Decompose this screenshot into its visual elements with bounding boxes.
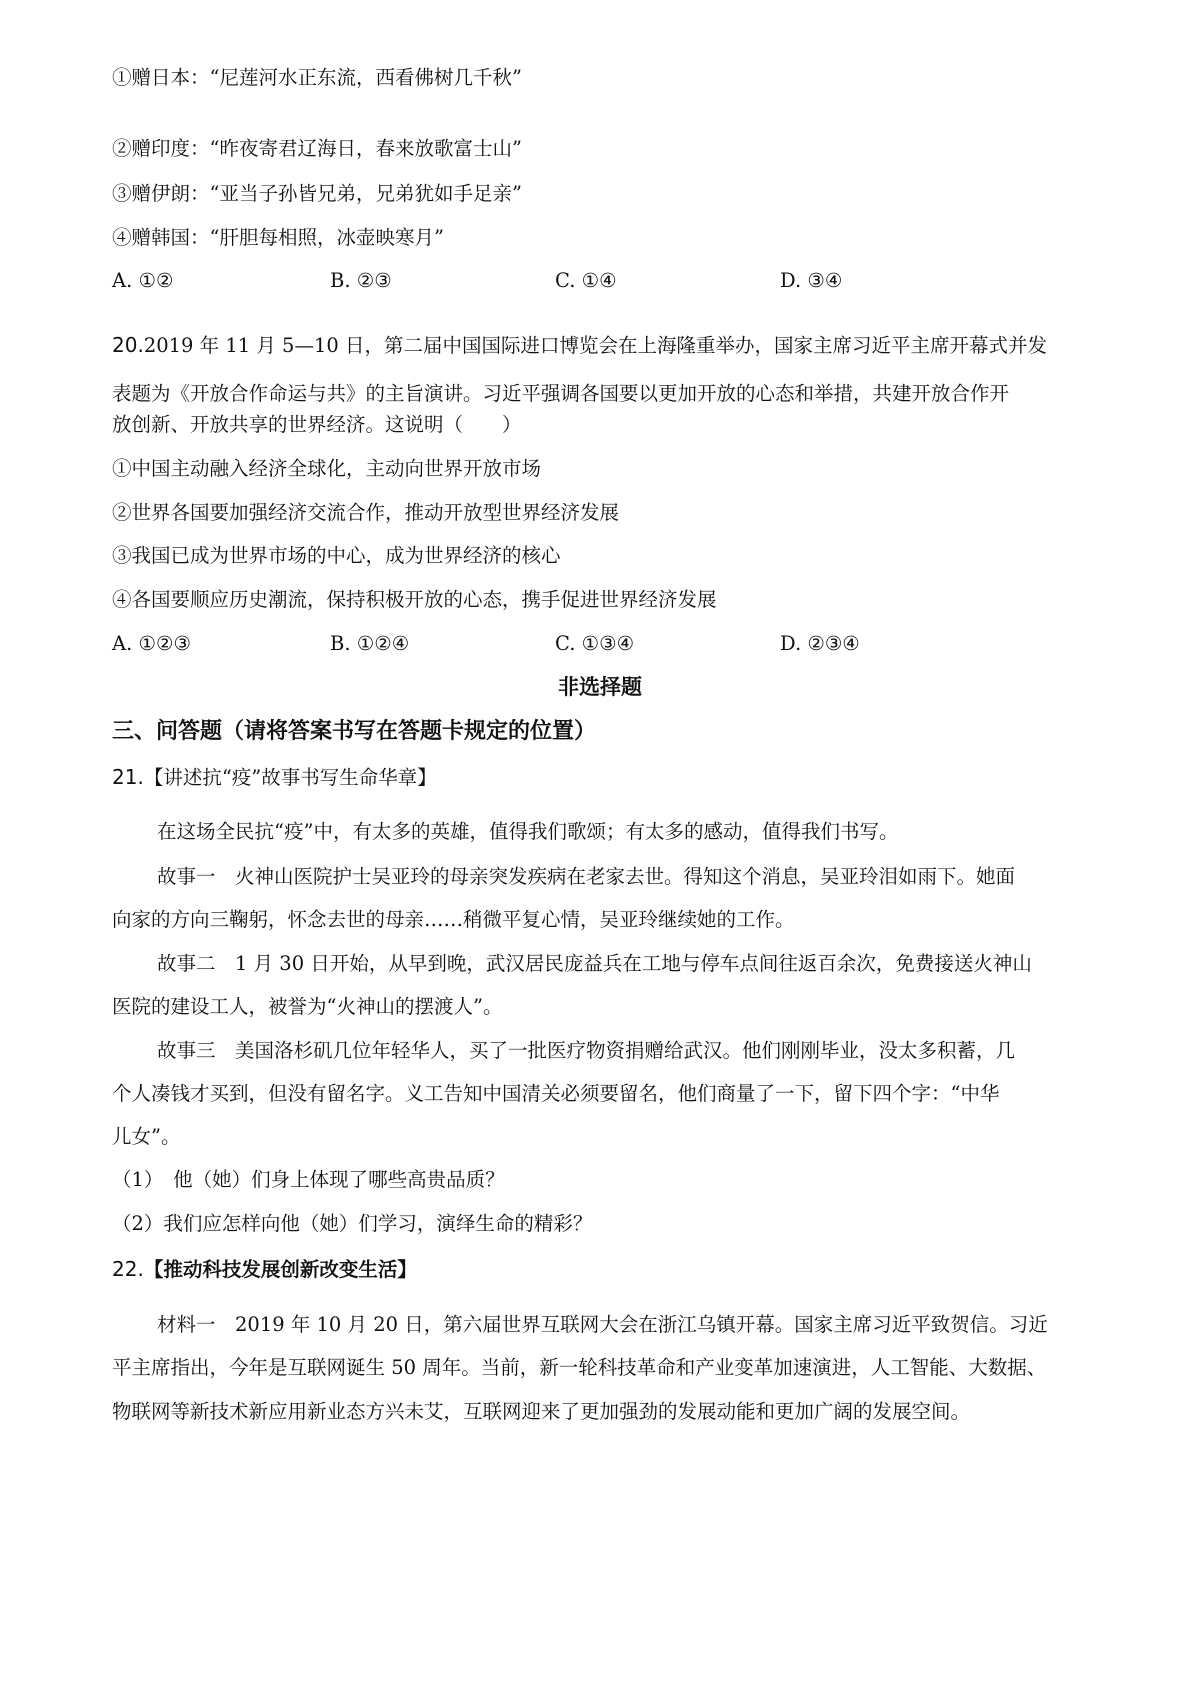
- q19-item-4: ④赠韩国：“肝胆每相照，冰壶映寒月”: [112, 226, 444, 249]
- q19-options: [112, 266, 1092, 296]
- q22-material1-line-3: 物联网等新技术新应用新业态方兴未艾，互联网迎来了更加强劲的发展动能和更加广阔的发展空间。: [112, 1400, 971, 1423]
- q21-story3-line-1: 故事三 美国洛杉矶几位年轻华人，买了一批医疗物资捐赠给武汉。他们刚刚毕业，没太多积蓄，几: [157, 1039, 1016, 1062]
- q20-stem-line-2: 表题为《开放合作命运与共》的主旨演讲。习近平强调各国要以更加开放的心态和举措，共建开放合作开: [112, 382, 1010, 405]
- q19-item-3: ③赠伊朗：“亚当子孙皆兄弟，兄弟犹如手足亲”: [112, 182, 522, 205]
- q21-story2-line-2: 医院的建设工人，被誉为“火神山的摆渡人”。: [112, 995, 503, 1018]
- section-title: 三、问答题（请将答案书写在答题卡规定的位置）: [112, 719, 597, 744]
- q21-sub-question-1: （1） 他（她）们身上体现了哪些高贵品质？: [112, 1168, 505, 1191]
- q22-material1-line-2: 平主席指出，今年是互联网诞生 50 周年。当前，新一轮科技革命和产业变革加速演进，人工智能、大数据、: [112, 1356, 1047, 1379]
- q20-options: [112, 629, 1092, 659]
- q21-story1-line-1: 故事一 火神山医院护士吴亚玲的母亲突发疾病在老家去世。得知这个消息，吴亚玲泪如雨下。她面: [157, 865, 1016, 888]
- q19-option-b[interactable]: B. ②③: [330, 269, 392, 292]
- q20-stem-line-1: 20.2019 年 11 月 5—10 日，第二届中国国际进口博览会在上海隆重举办，国家主席习近平主席开幕式并发: [112, 333, 1047, 357]
- q22-number: 22.: [112, 1257, 144, 1281]
- q21-sub-question-2: （2）我们应怎样向他（她）们学习，演绎生命的精彩？: [112, 1212, 593, 1235]
- q21-story3-line-2: 个人凑钱才买到，但没有留名字。义工告知中国清关必须要留名，他们商量了一下，留下四个字：“中华: [112, 1082, 1000, 1105]
- q20-number: 20.: [112, 333, 144, 357]
- q20-option-c[interactable]: C. ①③④: [555, 632, 635, 655]
- q20-item-2: ②世界各国要加强经济交流合作，推动开放型世界经济发展: [112, 501, 620, 524]
- q20-item-1: ①中国主动融入经济全球化，主动向世界开放市场: [112, 457, 542, 480]
- q20-option-d[interactable]: D. ②③④: [780, 632, 860, 655]
- q19-option-a[interactable]: A. ①②: [112, 269, 174, 292]
- q21-story3-line-3: 儿女”。: [112, 1125, 181, 1148]
- q20-option-b[interactable]: B. ①②④: [330, 632, 410, 655]
- q19-option-c[interactable]: C. ①④: [555, 269, 617, 292]
- q19-item-1: ①赠日本：“尼莲河水正东流，西看佛树几千秋”: [112, 66, 522, 89]
- q20-item-3: ③我国已成为世界市场的中心，成为世界经济的核心: [112, 544, 561, 567]
- q20-option-a[interactable]: A. ①②③: [112, 632, 191, 655]
- q21-number: 21.: [112, 765, 144, 789]
- q22-material1-line-1: 材料一 2019 年 10 月 20 日，第六届世界互联网大会在浙江乌镇开幕。国家主席习近平致贺信。习近: [157, 1313, 1048, 1336]
- q21-story2-line-1: 故事二 1 月 30 日开始，从早到晚，武汉居民庞益兵在工地与停车点间往返百余次，免费接送火神山: [157, 952, 1032, 975]
- q21-intro: 在这场全民抗“疫”中，有太多的英雄，值得我们歌颂；有太多的感动，值得我们书写。: [157, 820, 899, 843]
- part-title: 非选择题: [558, 675, 642, 699]
- q21-story1-line-2: 向家的方向三鞠躬，怀念去世的母亲……稍微平复心情，吴亚玲继续她的工作。: [112, 908, 795, 931]
- q21-title: 21.【讲述抗“疫”故事书写生命华章】: [112, 765, 437, 789]
- q20-item-4: ④各国要顺应历史潮流，保持积极开放的心态，携手促进世界经济发展: [112, 588, 717, 611]
- q19-option-d[interactable]: D. ③④: [780, 269, 843, 292]
- q19-item-2: ②赠印度：“昨夜寄君辽海日，春来放歌富士山”: [112, 137, 522, 160]
- q22-title: 22.【推动科技发展创新改变生活】: [112, 1257, 417, 1281]
- q20-stem-line-3: 放创新、开放共享的世界经济。这说明（ ）: [112, 413, 522, 436]
